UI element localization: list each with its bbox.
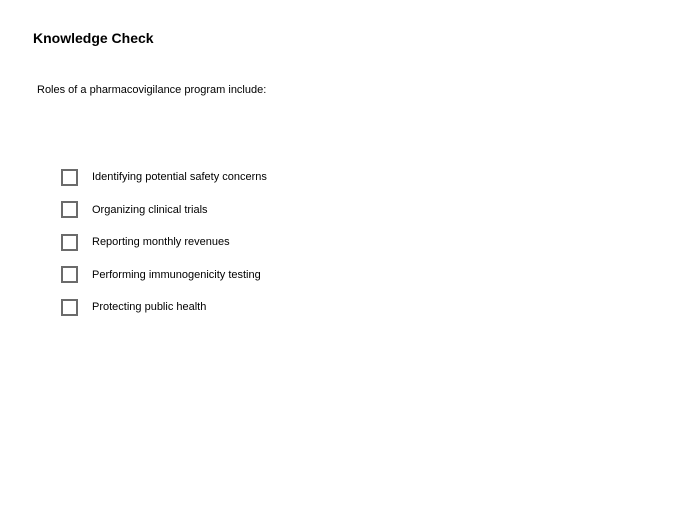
answer-option[interactable] bbox=[61, 296, 267, 318]
answer-options-list bbox=[61, 166, 267, 329]
checkbox[interactable] bbox=[61, 169, 78, 186]
checkbox[interactable] bbox=[61, 234, 78, 251]
answer-option-label: Identifying potential safety concerns bbox=[92, 171, 267, 183]
answer-option-label: Performing immunogenicity testing bbox=[92, 268, 261, 281]
checkbox[interactable] bbox=[61, 266, 78, 283]
answer-option[interactable] bbox=[61, 231, 267, 253]
answer-option[interactable] bbox=[61, 199, 267, 221]
answer-option-label: Organizing clinical trials bbox=[92, 203, 208, 216]
question-text: Roles of a pharmacovigilance program include: bbox=[37, 84, 267, 96]
answer-option-label: Reporting monthly revenues bbox=[92, 236, 230, 248]
answer-option[interactable] bbox=[61, 166, 267, 188]
answer-option-label: Protecting public health bbox=[92, 301, 207, 313]
page-title: Knowledge Check bbox=[33, 30, 154, 46]
answer-option[interactable] bbox=[61, 264, 267, 286]
checkbox[interactable] bbox=[61, 201, 78, 218]
checkbox[interactable] bbox=[61, 299, 78, 316]
